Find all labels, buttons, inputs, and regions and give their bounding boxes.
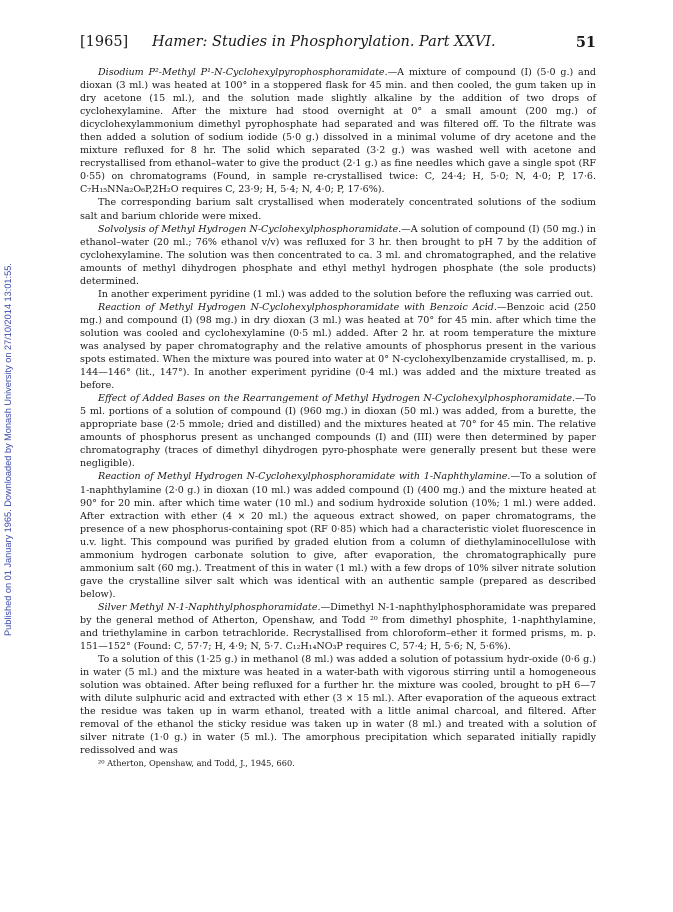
page-number: 51 — [575, 34, 596, 51]
paragraph-text: —To a solution of 1-naphthylamine (2·0 g.) in dioxan (10 ml.) was added compound (I) (400 mg.) and the mixture heated at 90° for 20 min. after which time water (10 ml.) and sodium hydroxide solution (10%; 1 ml.) were added. After extraction with ether (4 × 20 ml.) the aqueous extract showed, on paper chromatograms, the presence of a new phosphorus-containing spot (RF 0·85) which had a characteristic violet fluorescence in u.v. light. This compound was purified by graded elution from a column of diethylaminocellulose with ammonium hydrogen carbonate solution to give, after evaporation, the chromatographically pure ammonium salt (60 mg.). Treatment of this in water (1 ml.) with a few drops of 10% silver nitrate solution gave the crystalline silver salt which was identical with an authentic sample (prepared as described below). — [80, 471, 597, 600]
download-watermark: Published on 01 January 1965. Downloaded by Monash University on 27/10/2014 13:01:55. — [3, 263, 13, 637]
paragraph-text: In another experiment pyridine (1 ml.) was added to the solution before the refluxing was carried out. — [98, 288, 594, 300]
section-heading: Reaction of Methyl Hydrogen N-Cyclohexylphosphoramidate with Benzoic Acid. — [98, 301, 497, 313]
footnote: ²⁰ Atherton, Openshaw, and Todd, J., 1945, 660. — [98, 758, 295, 769]
paragraph — [80, 66, 596, 196]
paragraph — [80, 196, 596, 222]
paragraph-text: —To 5 ml. portions of a solution of compound (I) (960 mg.) in dioxan (50 ml.) was added, from a burette, the appropriate base (2·5 mmole; dried and distilled) and the mixtures heated at 70° for 45 min. The relative amounts of phosphorus present as unchanged compounds (I) and (III) were then determined by paper chromatography (traces of dimethyl dihydrogen pyro-phosphate were generally present but these were negligible). — [80, 393, 596, 470]
paragraph — [80, 470, 596, 600]
paragraph — [80, 288, 596, 301]
paragraph-text: The corresponding barium salt crystallised when moderately concentrated solutions of the sodium salt and barium chloride were mixed. — [80, 197, 596, 222]
section-heading: Solvolysis of Methyl Hydrogen N-Cyclohexylphosphoramidate. — [98, 223, 402, 235]
section-heading: Disodium P²-Methyl P¹-N-Cyclohexylpyrophosphoramidate. — [98, 67, 388, 78]
header-year: [1965] — [80, 34, 129, 50]
paragraph-text: —Dimethyl N-1-naphthylphosphoramidate was prepared by the general method of Atherton, Openshaw, and Todd ²⁰ from dimethyl phosphite, 1-naphthylamine, and triethylamine in carbon tetrachloride. Recrystallised from chloroform–ether it formed prisms, m. p. 151—152° (Found: C, 57·7; H, 4·9; N, 5·7. C₁₂H₁₄NO₃P requires C, 57·4; H, 5·6; N, 5·6%). — [80, 601, 596, 653]
header-title: Hamer: Studies in Phosphorylation. Part XXVI. — [152, 34, 496, 50]
section-heading: Effect of Added Bases on the Rearrangement of Methyl Hydrogen N-Cyclohexylphosphoramidate. — [98, 393, 576, 405]
paragraph — [80, 392, 596, 470]
article-body — [80, 66, 596, 769]
section-heading: Silver Methyl N-1-Naphthylphosphoramidate. — [98, 601, 321, 613]
paragraph — [80, 653, 596, 757]
paragraph-text: To a solution of this (1·25 g.) in methanol (8 ml.) was added a solution of potassium hydr-oxide (0·6 g.) in water (5 ml.) and the mixture was heated in a water-bath with vigorous stirring until a homogeneous solution was obtained. After being refluxed for a further hr. the mixture was cooled, brought to pH 6—7 with dilute sulphuric acid and extracted with ether (3 × 15 ml.). After evaporation of the aqueous extract the residue was taken up in warm ethanol, treated with a little animal charcoal, and filtered. After removal of the ethanol the sticky residue was taken up in water (8 ml.) and treated with a solution of silver nitrate (1·0 g.) in water (5 ml.). The amorphous precipitation which separated initially rapidly redissolved and was — [80, 654, 596, 757]
paragraph — [80, 301, 596, 392]
paragraph — [80, 223, 596, 288]
section-heading: Reaction of Methyl Hydrogen N-Cyclohexylphosphoramidate with 1-Naphthylamine. — [98, 471, 511, 483]
running-header — [80, 34, 596, 56]
paragraph-text: —Benzoic acid (250 mg.) and compound (I) (98 mg.) in dry dioxan (3 ml.) was heated at 70° for 45 min. after which time the solution was cooled and cyclohexylamine (0·5 ml.) added. After 2 hr. at room temperature the mixture was analysed by paper chromatography and the relative amounts of phosphorus present in the various spots estimated. When the mixture was poured into water at 0° N-cyclohexylbenzamide crystallised, m. p. 144—146° (lit., 147°). In another experiment pyridine (0·4 ml.) was added and the mixture treated as before. — [80, 301, 597, 392]
paragraph — [80, 601, 596, 653]
paragraph-text: —A mixture of compound (I) (5·0 g.) and dioxan (3 ml.) was heated at 100° in a stoppered flask for 45 min. and then cooled, the gum taken up in dry acetone (15 ml.), and the solution made slightly alkaline by the addition of two drops of cyclohexylamine. After the mixture had stood overnight at 0° a small amount (200 mg.) of dicyclohexylammonium dimethyl pyrophosphate had separated and was filtered off. To the filtrate was then added a solution of sodium iodide (5·0 g.) dissolved in a minimal volume of dry acetone and the mixture refluxed for 8 hr. The solid which separated (3·2 g.) was washed well with acetone and recrystallised from ethanol–water to give the product (2·1 g.) as fine needles which gave a single spot (RF 0·55) on chromatograms (Found, in sample re-crystallised twice: C, 24·4; H, 5·0; N, 4·0; P, 17·6. C₇H₁₅NNa₂O₆P,2H₂O requires C, 23·9; H, 5·4; N, 4·0; P, 17·6%). — [80, 67, 596, 196]
paragraph-text: —A solution of compound (I) (50 mg.) in ethanol–water (20 ml.; 76% ethanol v/v) was refluxed for 3 hr. then brought to pH 7 by the addition of cyclohexylamine. The solution was then concentrated to ca. 3 ml. and chromatographed, and the relative amounts of methyl dihydrogen phosphate and ethyl methyl hydrogen phosphate (the sole products) determined. — [80, 223, 597, 287]
